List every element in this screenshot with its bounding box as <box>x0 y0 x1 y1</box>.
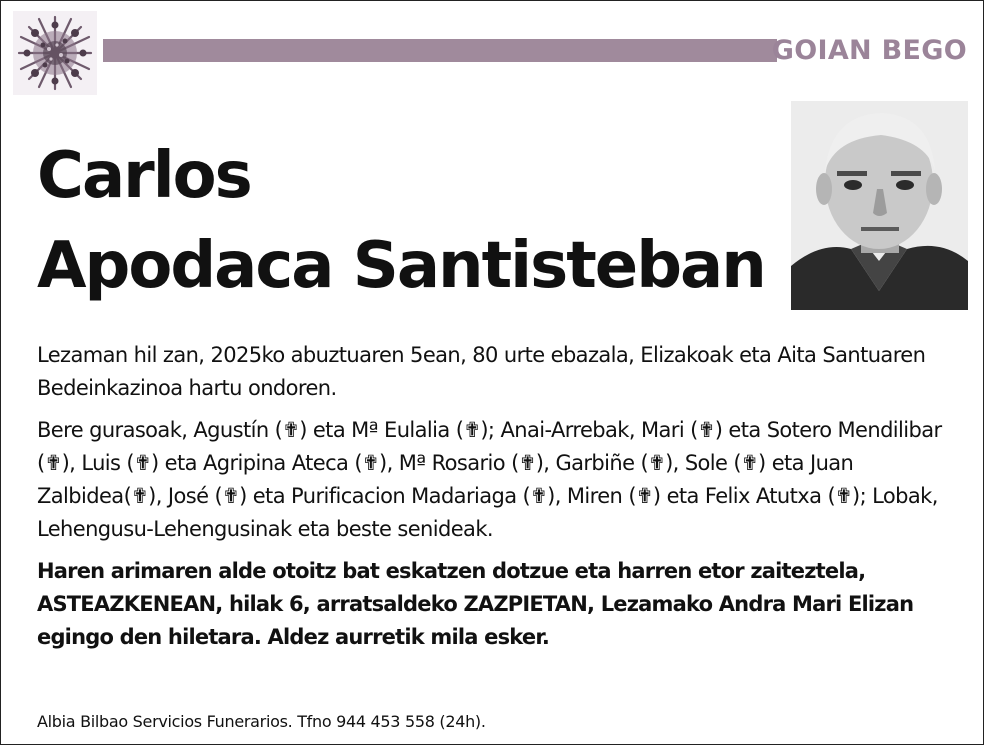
funeral-invitation: Haren arimaren alde otoitz bat eskatzen dotzue eta harren etor zaiteztela, ASTEAZKENEAN, hilak 6, arratsaldeko ZAZPIETAN, Lezamako Andra Mari Elizan egingo den hiletara. Aldez aurretik mila esker. <box>37 559 914 649</box>
notice-body <box>37 339 957 654</box>
deceased-name <box>37 131 765 311</box>
funeral-home-info: Albia Bilbao Servicios Funerarios. Tfno 944 453 558 (24h). <box>37 712 486 731</box>
death-announcement: Lezaman hil zan, 2025ko abuztuaren 5ean, 80 urte ebazala, Elizakoak eta Aita Santuaren Bedeinkazinoa hartu ondoren. <box>37 343 926 400</box>
header-bar <box>103 39 777 62</box>
family-list: Bere gurasoak, Agustín (✟) eta Mª Eulalia (✟); Anai-Arrebak, Mari (✟) eta Sotero Mendilibar (✟), Luis (✟) eta Agripina Ateca (✟), Mª Rosario (✟), Garbiñe (✟), Sole (✟) eta Juan Zalbidea(✟), José (✟) eta Purificacion Madariaga (✟), Miren (✟) eta Felix Atutxa (✟); Lobak, Lehengusu-Lehengusinak eta beste senideak. <box>37 418 942 541</box>
section-title: GOIAN BEGO <box>771 35 967 66</box>
deceased-first-name: Carlos <box>37 139 251 213</box>
deceased-surnames: Apodaca Santisteban <box>37 229 765 303</box>
deceased-photo <box>791 101 968 310</box>
floral-wreath-icon <box>13 11 97 95</box>
